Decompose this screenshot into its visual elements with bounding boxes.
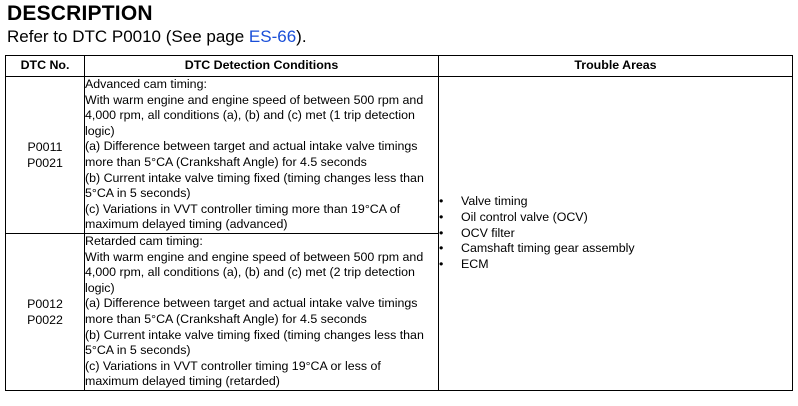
- condition-line: Advanced cam timing:: [85, 77, 207, 91]
- dtc-code: P0012: [27, 296, 63, 311]
- condition-line: more than 5°CA (Crankshaft Angle) for 4.5 seconds: [85, 154, 367, 169]
- dtc-code-cell: [6, 77, 85, 234]
- condition-line: With warm engine and engine speed of between 500 rpm and: [85, 92, 424, 107]
- header-detection-conditions: DTC Detection Conditions: [85, 56, 439, 77]
- condition-line: (a) Difference between target and actual intake valve timings: [85, 296, 418, 311]
- condition-line: logic): [85, 123, 115, 138]
- condition-line: more than 5°CA (Crankshaft Angle) for 4.5 seconds: [85, 311, 367, 326]
- list-item: • OCV filter: [439, 226, 792, 242]
- header-trouble-areas: Trouble Areas: [439, 56, 793, 77]
- condition-line: 4,000 rpm, all conditions (a), (b) and (c) met (2 trip detection: [85, 265, 415, 280]
- condition-line: 5°CA in 5 seconds): [85, 343, 191, 358]
- condition-line: (b) Current intake valve timing fixed (timing changes less than: [85, 327, 424, 342]
- condition-line: (b) Current intake valve timing fixed (timing changes less than: [85, 170, 424, 185]
- condition-line: With warm engine and engine speed of between 500 rpm and: [85, 249, 424, 264]
- condition-line: maximum delayed timing (retarded): [85, 374, 280, 389]
- reference-line: [7, 27, 307, 47]
- table-header-row: [6, 56, 793, 77]
- dtc-code: P0021: [27, 155, 63, 170]
- trouble-areas-cell: [439, 77, 793, 391]
- list-item: • ECM: [439, 257, 792, 273]
- dtc-table: [5, 55, 793, 391]
- detection-conditions-cell: [85, 77, 439, 234]
- condition-line: (c) Variations in VVT controller timing 19°CA or less of: [85, 358, 381, 373]
- detection-conditions-cell: [85, 233, 439, 390]
- reference-suffix: ).: [296, 27, 307, 46]
- table-row: [6, 77, 793, 234]
- es-66-link[interactable]: ES-66: [248, 27, 297, 46]
- dtc-code: P0022: [27, 312, 63, 327]
- reference-prefix: Refer to DTC P0010 (See page: [7, 27, 249, 46]
- header-dtc-no: DTC No.: [6, 56, 85, 77]
- condition-line: (a) Difference between target and actual intake valve timings: [85, 139, 418, 154]
- list-item: • Valve timing: [439, 194, 792, 210]
- list-item: • Camshaft timing gear assembly: [439, 241, 792, 257]
- condition-line: Retarded cam timing:: [85, 233, 203, 248]
- list-item: • Oil control valve (OCV): [439, 210, 792, 226]
- page-title: DESCRIPTION: [7, 2, 153, 25]
- condition-line: 4,000 rpm, all conditions (a), (b) and (c) met (1 trip detection: [85, 108, 415, 123]
- condition-line: (c) Variations in VVT controller timing more than 19°CA of: [85, 201, 401, 216]
- trouble-areas-list: [439, 194, 792, 273]
- dtc-code-cell: [6, 233, 85, 390]
- condition-line: maximum delayed timing (advanced): [85, 217, 288, 232]
- dtc-code: P0011: [27, 139, 63, 154]
- condition-line: logic): [85, 280, 115, 295]
- condition-line: 5°CA in 5 seconds): [85, 186, 191, 201]
